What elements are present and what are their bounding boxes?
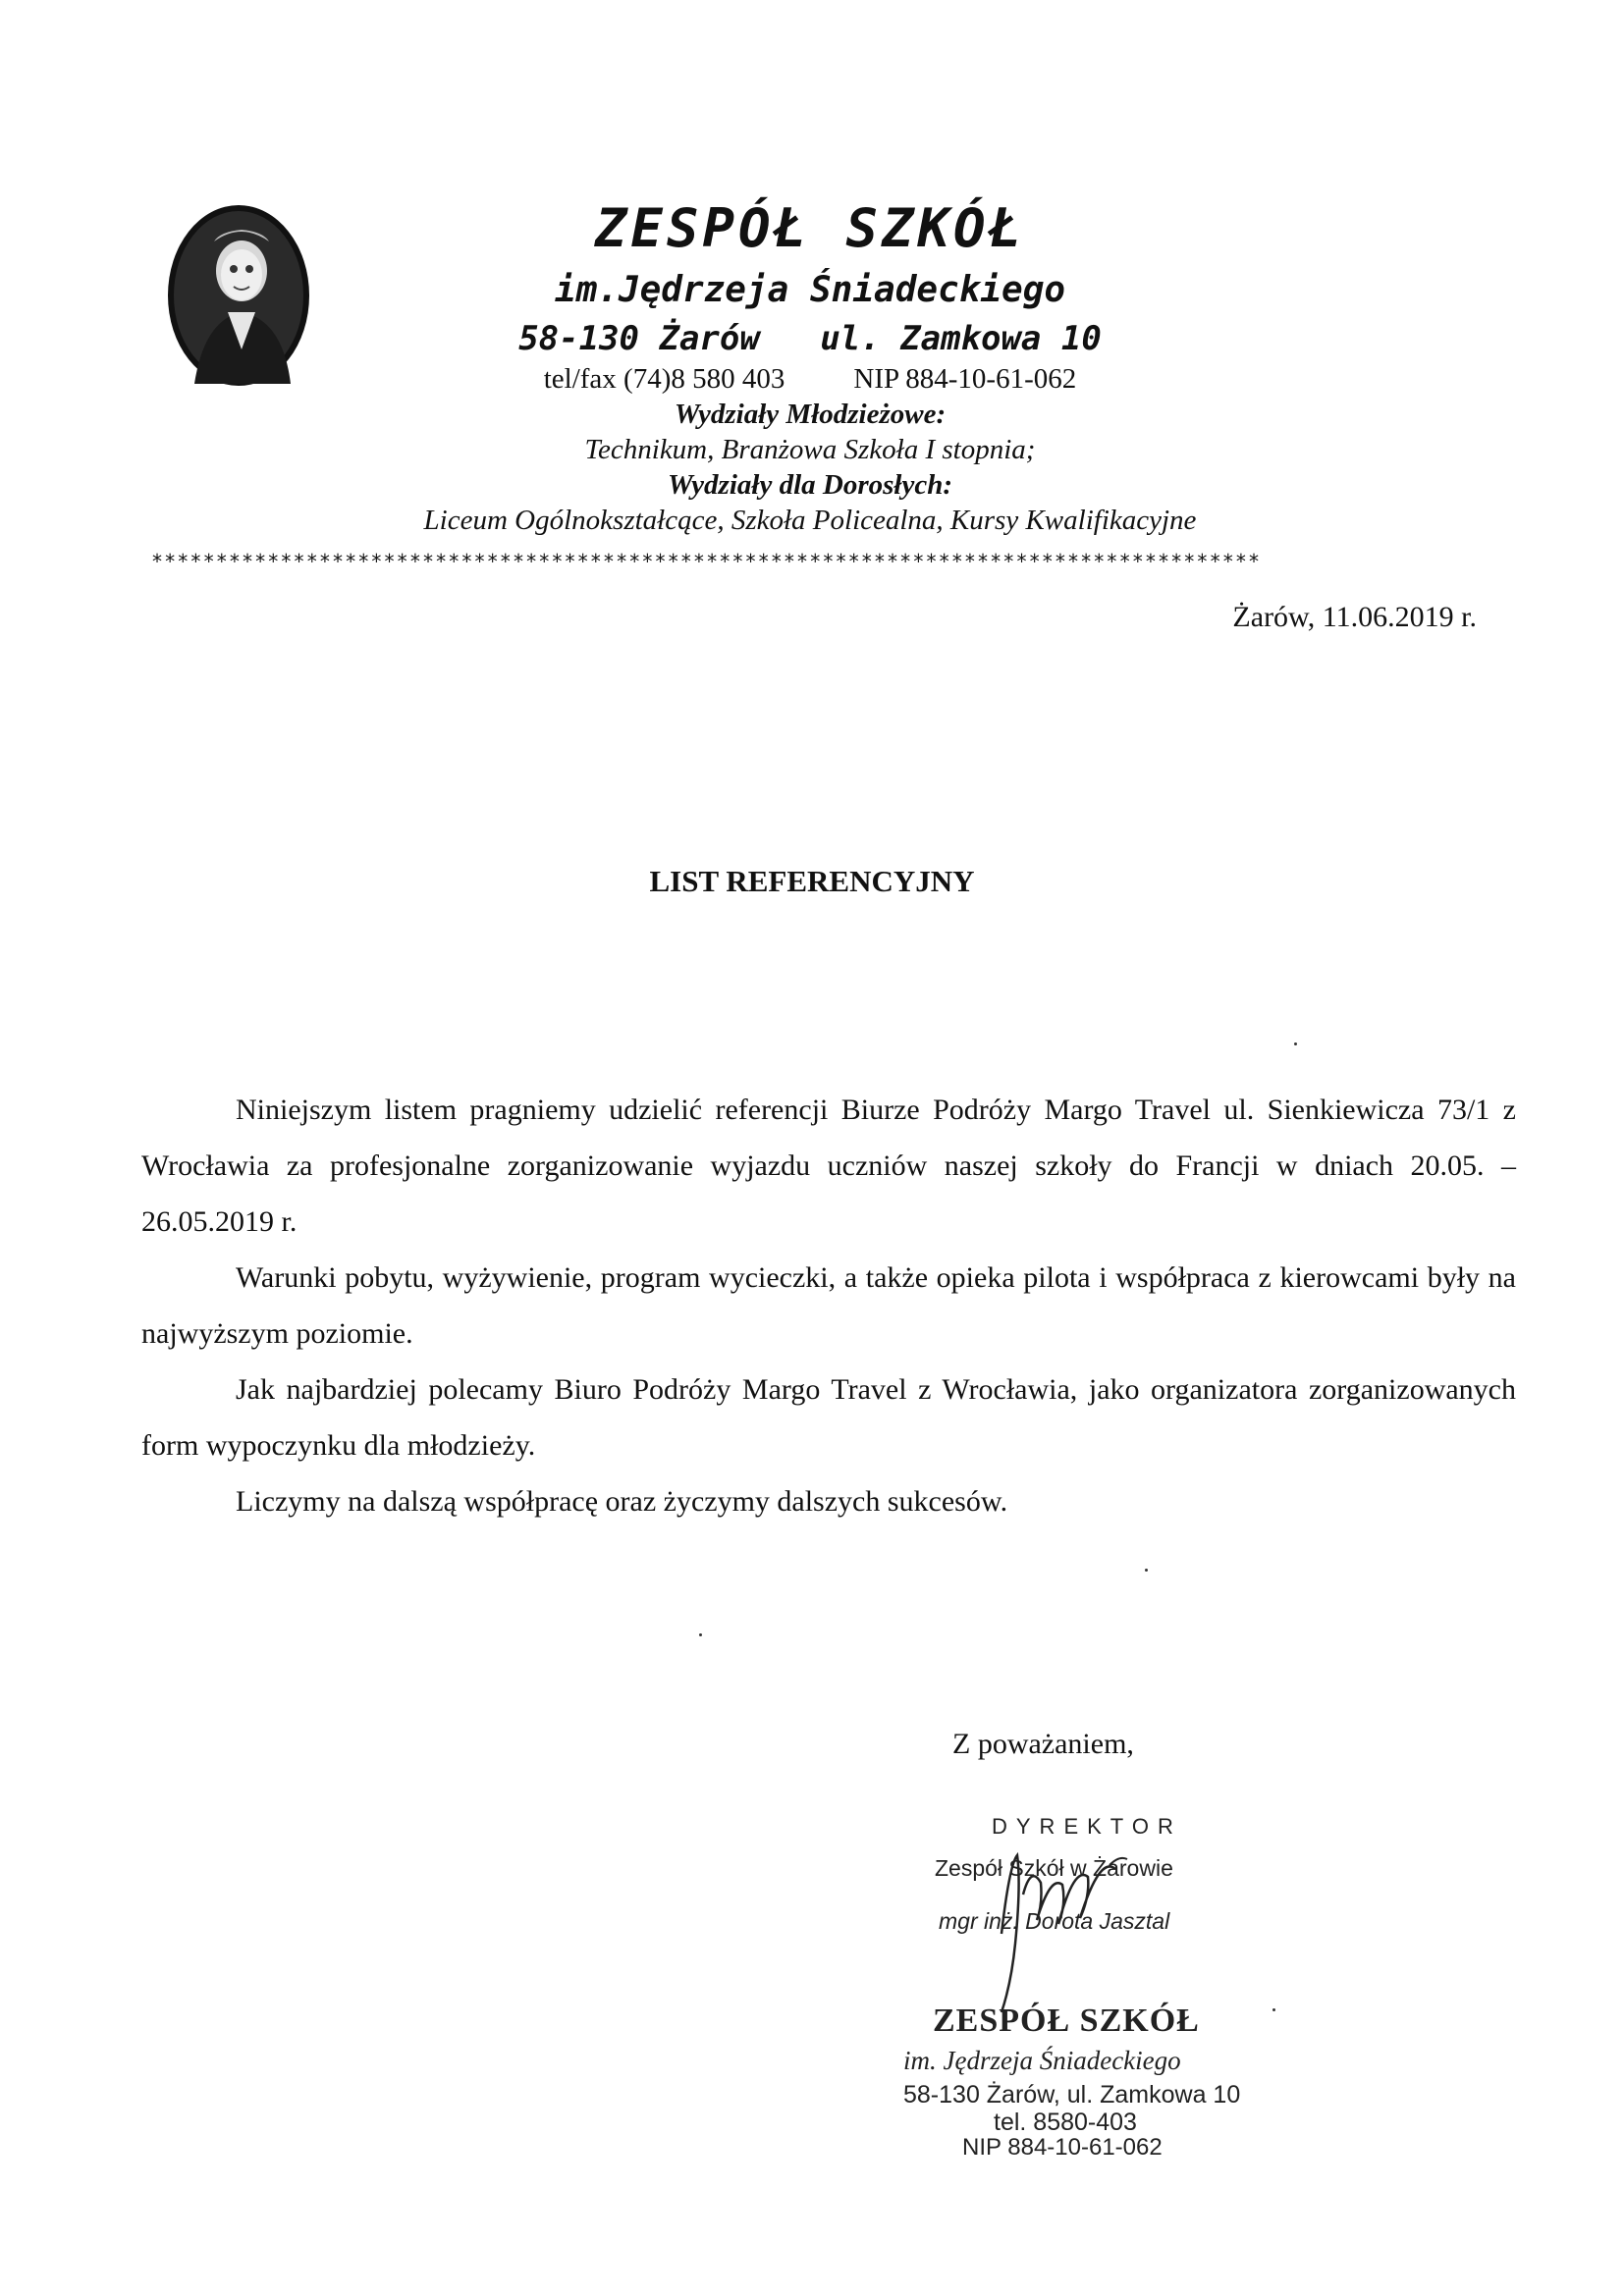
letterhead — [353, 192, 1384, 538]
adult-departments: Liceum Ogólnokształcące, Szkoła Policealna, Kursy Kwalifikacyjne — [423, 505, 1197, 536]
school-address: 58-130 Żarów ul. Zamkowa 10 — [518, 319, 1102, 358]
school-stamp-address: 58-130 Żarów, ul. Zamkowa 10 — [903, 2081, 1241, 2109]
body-paragraph: Jak najbardziej polecamy Biuro Podróży Margo Travel z Wrocławia, jako organizatora zorganizowanych form wypoczynku dla młodzieży. — [141, 1373, 1516, 1462]
director-stamp-person: mgr inż. Dorota Jasztal — [939, 1908, 1170, 1934]
school-patron: im.Jędrzeja Śniadeckiego — [554, 270, 1066, 310]
letter-body — [141, 1082, 1516, 1529]
letter-title: LIST REFERENCYJNY — [649, 864, 975, 898]
school-stamp-patron: im. Jędrzeja Śniadeckiego — [903, 2046, 1181, 2075]
school-stamp — [903, 2002, 1296, 2169]
school-name: ZESPÓŁ SZKÓŁ — [594, 197, 1026, 259]
youth-departments-heading: Wydziały Młodzieżowe: — [674, 399, 947, 430]
school-nip: NIP 884-10-61-062 — [853, 363, 1077, 395]
scan-speck — [1145, 1569, 1148, 1572]
closing-phrase: Z poważaniem, — [952, 1728, 1134, 1760]
body-paragraph: Liczymy na dalszą współpracę oraz życzymy dalszych sukcesów. — [236, 1485, 1008, 1518]
body-paragraph: Niniejszym listem pragniemy udzielić referencji Biurze Podróży Margo Travel ul. Sienkiewicza 73/1 z Wrocławia za profesjonalne zorganizowanie wyjazdu uczniów naszej szkoły do Francji w dniach 20.05. – 26.05.2019 r. — [141, 1094, 1516, 1238]
school-phone: tel/fax (74)8 580 403 — [543, 363, 785, 395]
director-stamp-title: DYREKTOR — [992, 1814, 1182, 1839]
school-contact — [236, 361, 1384, 397]
scan-speck — [1294, 1042, 1297, 1045]
scan-speck — [699, 1633, 702, 1636]
school-stamp-nip: NIP 884-10-61-062 — [962, 2134, 1163, 2161]
adult-departments-heading: Wydziały dla Dorosłych: — [668, 469, 952, 501]
handwritten-signature — [972, 1826, 1168, 2022]
director-stamp-school: Zespół Szkół w Żarowie — [935, 1855, 1173, 1881]
school-stamp-tel: tel. 8580-403 — [994, 2109, 1137, 2136]
letter-date: Żarów, 11.06.2019 r. — [1232, 601, 1477, 633]
youth-departments: Technikum, Branżowa Szkoła I stopnia; — [584, 434, 1036, 465]
scan-speck — [1272, 2008, 1275, 2011]
school-stamp-name: ZESPÓŁ SZKÓŁ — [933, 2002, 1200, 2039]
body-paragraph: Warunki pobytu, wyżywienie, program wycieczki, a także opieka pilota i współpraca z kierowcami były na najwyższym poziomie. — [141, 1261, 1516, 1350]
separator-line: ************************************************************************************** — [151, 550, 1262, 573]
